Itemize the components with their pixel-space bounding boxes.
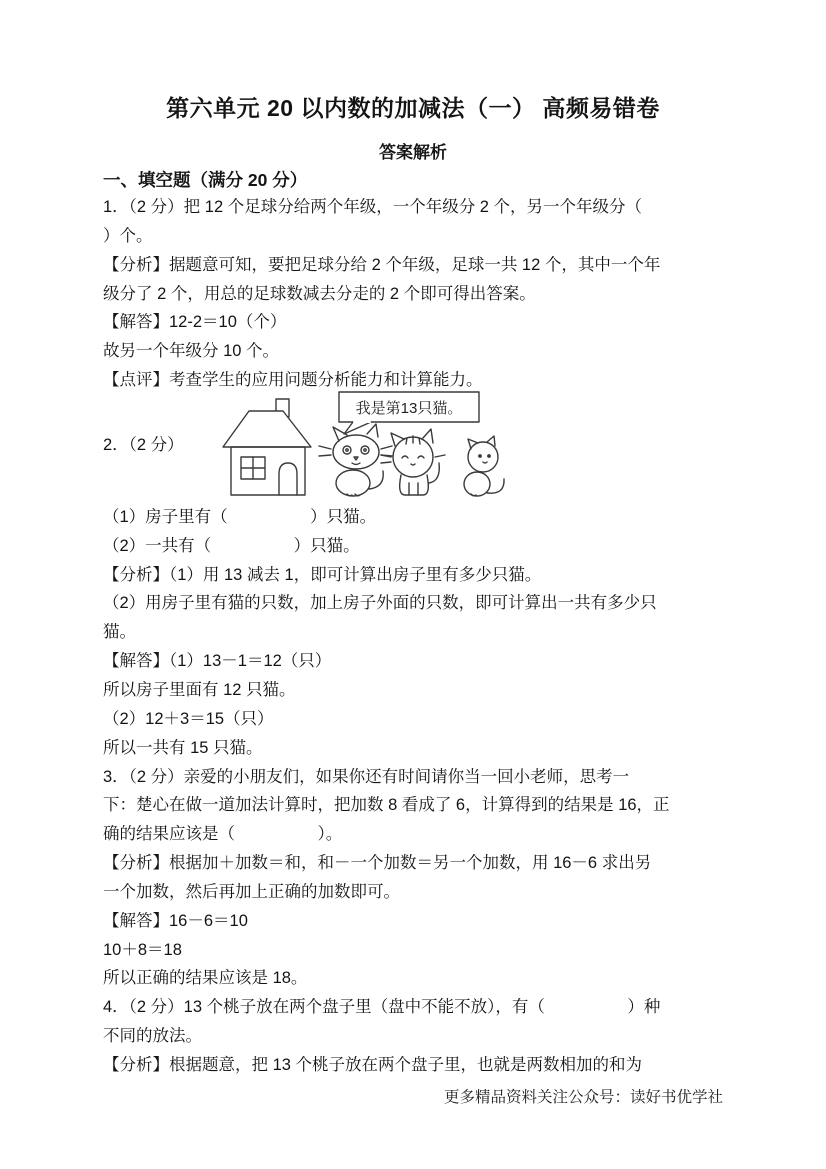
- speech-bubble: [339, 392, 479, 434]
- page-subtitle: 答案解析: [379, 143, 447, 162]
- text-line: 猫。: [103, 623, 136, 642]
- text-line: 【分析】根据题意，把 13 个桃子放在两个盘子里，也就是两数相加的和为: [103, 1055, 643, 1074]
- text-line: 【点评】考查学生的应用问题分析能力和计算能力。: [103, 371, 483, 390]
- document-body: [103, 193, 727, 1080]
- text-line: （2）一共有（ ）只猫。: [103, 536, 360, 555]
- text-line: ）个。: [103, 226, 153, 245]
- text-line: 不同的放法。: [103, 1027, 202, 1046]
- question2-label: 2．（2 分）: [103, 435, 184, 454]
- cat-icon: [381, 429, 445, 495]
- text-line: 1．（2 分）把 12 个足球分给两个年级，一个年级分 2 个，另一个年级分（: [103, 198, 643, 216]
- text-line: （1）房子里有（ ）只猫。: [103, 507, 377, 526]
- text-line: 【分析】根据加＋加数＝和，和－一个加数＝另一个加数，用 16－6 求出另: [103, 854, 652, 873]
- section-heading: 一、填空题（满分 20 分）: [103, 170, 308, 190]
- text-line: 一个加数，然后再加上正确的加数即可。: [103, 882, 400, 901]
- text-line: 【解答】12-2＝10（个）: [103, 313, 287, 332]
- cat-icon: [319, 424, 392, 496]
- text-line: 所以正确的结果应该是 18。: [103, 969, 308, 988]
- text-line: 故另一个年级分 10 个。: [103, 342, 280, 361]
- text-line: （2）12＋3＝15（只）: [103, 709, 274, 728]
- text-line: 【解答】（1）13－1＝12（只）: [103, 652, 332, 671]
- question2-figure-row: [103, 395, 727, 503]
- text-line: （2）用房子里有猫的只数，加上房子外面的只数，即可计算出一共有多少只: [103, 594, 657, 613]
- footer-note: 更多精品资料关注公众号：读好书优学社: [443, 1089, 723, 1106]
- text-line: 级分了 2 个，用总的足球数减去分走的 2 个即可得出答案。: [103, 284, 536, 303]
- house-icon: [223, 399, 311, 495]
- text-line: 确的结果应该是（ ）。: [103, 825, 343, 844]
- text-line: 10＋8＝18: [103, 940, 182, 959]
- text-line: 下：楚心在做一道加法计算时，把加数 8 看成了 6，计算得到的结果是 16，正: [103, 796, 670, 815]
- text-line: 【解答】16－6＝10: [103, 911, 248, 930]
- text-line: 3．（2 分）亲爱的小朋友们，如果你还有时间请你当一回小老师，思考一: [103, 767, 630, 786]
- page-title: 第六单元 20 以内数的加减法（一） 高频易错卷: [166, 95, 660, 121]
- text-line: 【分析】据题意可知，要把足球分给 2 个年级，足球一共 12 个，其中一个年: [103, 255, 661, 274]
- text-line: 所以房子里面有 12 只猫。: [103, 680, 296, 699]
- cat-icon: [464, 436, 504, 496]
- text-line: 【分析】（1）用 13 减去 1，即可计算出房子里有多少只猫。: [103, 565, 542, 584]
- speech-bubble-text: 我是第13只猫。: [355, 399, 463, 417]
- text-line: 所以一共有 15 只猫。: [103, 738, 263, 757]
- cats-house-illustration: [219, 391, 515, 505]
- text-line: 4．（2 分）13 个桃子放在两个盘子里（盘中不能不放），有（ ）种: [103, 998, 661, 1017]
